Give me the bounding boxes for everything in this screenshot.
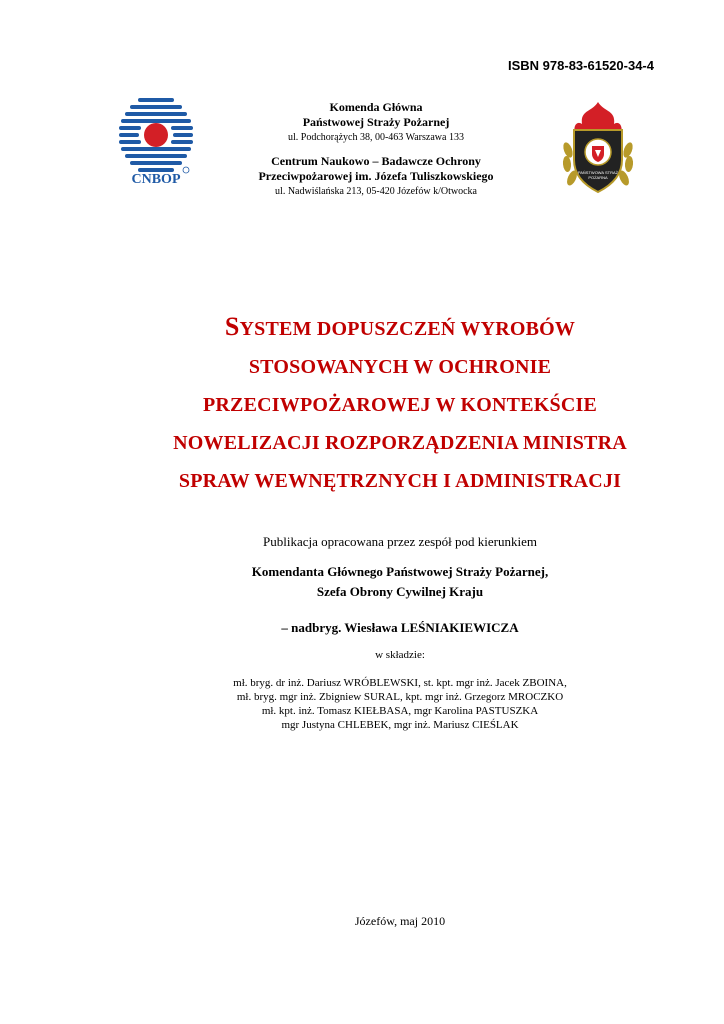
team-member-line: mł. bryg. dr inż. Dariusz WRÓBLEWSKI, st. kpt. mgr inż. Jacek ZBOINA, bbox=[233, 677, 567, 689]
leader-line-1: Komendanta Głównego Państwowej Straży Pożarnej, bbox=[251, 564, 549, 579]
publication-date: Józefów, maj 2010 bbox=[354, 914, 446, 928]
team-intro: w składzie: bbox=[375, 649, 425, 661]
leader-line-2: Szefa Obrony Cywilnej Kraju bbox=[316, 584, 484, 599]
title-line-3: PRZECIWPOŻAROWEJ W KONTEKŚCIE bbox=[202, 394, 598, 416]
org2-name-line1: Centrum Naukowo – Badawcze Ochrony bbox=[271, 154, 481, 168]
fire-service-logo bbox=[558, 100, 638, 196]
title-line-2: STOSOWANYCH W OCHRONIE bbox=[248, 356, 552, 378]
document-title bbox=[100, 308, 700, 500]
leader-name: – nadbryg. Wiesława LEŚNIAKIEWICZA bbox=[281, 620, 519, 635]
org2-name-line2: Przeciwpożarowej im. Józefa Tuliszkowskiego bbox=[258, 169, 494, 183]
org2-address: ul. Nadwiślańska 213, 05-420 Józefów k/Otwocka bbox=[275, 186, 477, 197]
title-line-1-rest: YSTEM DOPUSZCZEŃ WYROBÓW bbox=[239, 318, 576, 340]
fire-service-emblem-icon bbox=[558, 100, 638, 196]
title-line-5: SPRAW WEWNĘTRZNYCH I ADMINISTRACJI bbox=[178, 470, 622, 492]
fire-service-logo-text: PAŃSTWOWA STRAŻ POŻARNA bbox=[577, 170, 619, 180]
publication-credits bbox=[160, 534, 640, 732]
org1-address: ul. Podchorążych 38, 00-463 Warszawa 133 bbox=[288, 132, 464, 143]
org1-name-line1: Komenda Główna bbox=[329, 100, 423, 114]
org1-name-line2: Państwowej Straży Pożarnej bbox=[302, 115, 450, 129]
isbn-number: ISBN 978-83-61520-34-4 bbox=[508, 58, 654, 73]
cnbop-logo-text: CNBOP bbox=[131, 172, 181, 187]
title-line-4: NOWELIZACJI ROZPORZĄDZENIA MINISTRA bbox=[173, 432, 627, 454]
title-line-1 bbox=[100, 308, 700, 348]
institution-header bbox=[200, 100, 552, 199]
team-member-line: mł. bryg. mgr inż. Zbigniew SURAL, kpt. mgr inż. Grzegorz MROCZKO bbox=[236, 691, 564, 703]
title-first-letter: S bbox=[224, 312, 240, 341]
cnbop-logo bbox=[116, 96, 196, 192]
publication-intro: Publikacja opracowana przez zespół pod kierunkiem bbox=[263, 534, 537, 549]
team-member-line: mgr Justyna CHLEBEK, mgr inż. Mariusz CIEŚLAK bbox=[281, 719, 519, 731]
team-member-line: mł. kpt. inż. Tomasz KIEŁBASA, mgr Karolina PASTUSZKA bbox=[261, 705, 539, 717]
